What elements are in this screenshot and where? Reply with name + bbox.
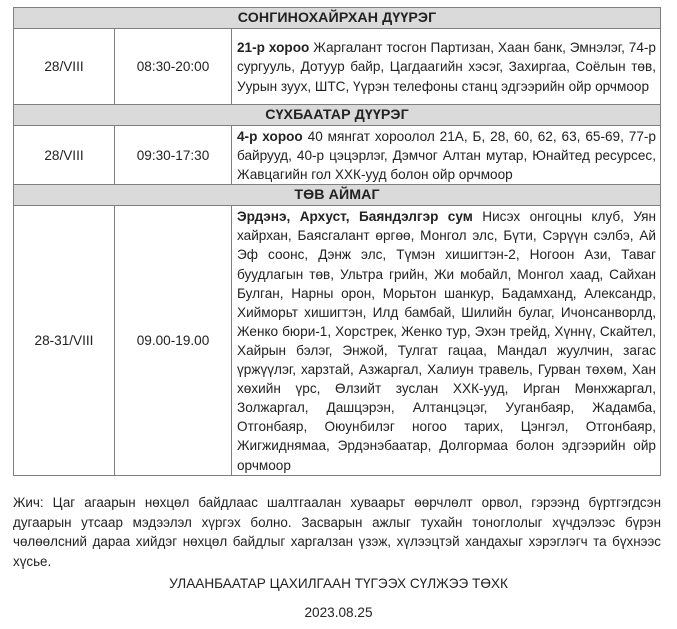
table-row xyxy=(14,206,661,475)
location-cell xyxy=(232,29,661,105)
date-cell: 28/VIII xyxy=(14,126,115,185)
table-row xyxy=(14,29,661,105)
section-title: СОНГИНОХАЙРХАН ДҮҮРЭГ xyxy=(14,8,661,29)
location-cell xyxy=(232,126,661,185)
area-label: 21-р хороо xyxy=(237,40,310,56)
time-cell: 09:30-17:30 xyxy=(115,126,232,185)
organization-name: УЛААНБААТАР ЦАХИЛГААН ТҮГЭЭХ СҮЛЖЭЭ ТӨХК xyxy=(169,576,508,591)
table-row xyxy=(14,126,661,185)
location-cell xyxy=(232,206,661,475)
area-label: Эрдэнэ, Архуст, Баяндэлгэр сум xyxy=(237,209,473,225)
date-cell: 28-31/VIII xyxy=(14,206,115,475)
document-date: 2023.08.25 xyxy=(304,605,373,620)
outage-schedule-table xyxy=(13,7,661,476)
area-label: 4-р хороо xyxy=(237,129,303,144)
location-details: 40 мянгат хороолол 21А, Б, 28, 60, 62, 63, 65-69, 77-р байрууд, 40-р цэцэрлэг, Дэмчог Алтан мутар, Юнайтед ресурсес, Жавцагийн гол ХХК-ууд болон ойр орчмоор xyxy=(237,129,656,183)
section-title: ТӨВ АЙМАГ xyxy=(14,185,661,206)
location-details: Жаргалант тосгон Партизан, Хаан банк, Эмнэлэг, 74-р сургууль, Дотуур байр, Цагдаагийн хэсэг, Захиргаа, Соёлын төв, Уурын зуух, ШТС, Үүрэн телефоны станц эдгээрийн ойр орчмоор xyxy=(237,40,656,94)
section-title: СҮХБААТАР ДҮҮРЭГ xyxy=(14,105,661,126)
location-details: Нисэх онгоцны клуб, Уян хайрхан, Баясгалант өргөө, Монгол элс, Бүти, Сэрүүн сэлбэ, Ай Эф соонс, Дэнж элс, Түмэн хишигтэн-2, Ногоон Ази, Таваг буудлагын төв, Ультра грийн, Жи мобайл, Монгол хаад, Сайхан Булган, Нарны орон, Морьтон шанкур, Бадамханд, Александр, Хийморьт хишигтэн, Илд бамбай, Шилийн булаг, Ичонсанворлд, Женко бюри-1, Хорстрек, Женко тур, Эхэн трейд, Хүннү, Скайтел, Хайрын бэлэг, Энжой, Тулгат гацаа, Мандал жуулчин, загас үржүүлэг, харзтай, Азжаргал, Халиун травель, Гурван төхөм, Хан хөхийн үрс, Өлзийт зуслан ХХК-ууд, Ирган Мөнхжаргал, Золжаргал, Дашцэрэн, Алтанцэцэг, Ууганбаяр, Жадамба, Отгонбаяр, Оюунбилэг ногоо тарих, Цэнгэл, Отгонбаяр, Жигжиднямаа, Эрдэнэбаатар, Долгормаа болон эдгээрийн ойр орчмоор xyxy=(237,209,656,473)
date-cell: 28/VIII xyxy=(14,29,115,105)
footnote: Жич: Цаг агаарын нөхцөл байдлаас шалтгаалан хуваарьт өөрчлөлт орвол, гэрээнд бүртгэгдсэн дугаарын утсаар мэдээлэл хүргэх болно. Засварын ажлыг тухайн тоноглолыг хүчдэлээс бүрэн чөлөөлсний дараа хийдэг нөхцөл байдлыг харгалзан үзэж, хүлээцтэй хандахыг хэрэглэгч та бүхнээс хүсье. xyxy=(13,495,661,569)
time-cell: 08:30-20:00 xyxy=(115,29,232,105)
time-cell: 09.00-19.00 xyxy=(115,206,232,475)
